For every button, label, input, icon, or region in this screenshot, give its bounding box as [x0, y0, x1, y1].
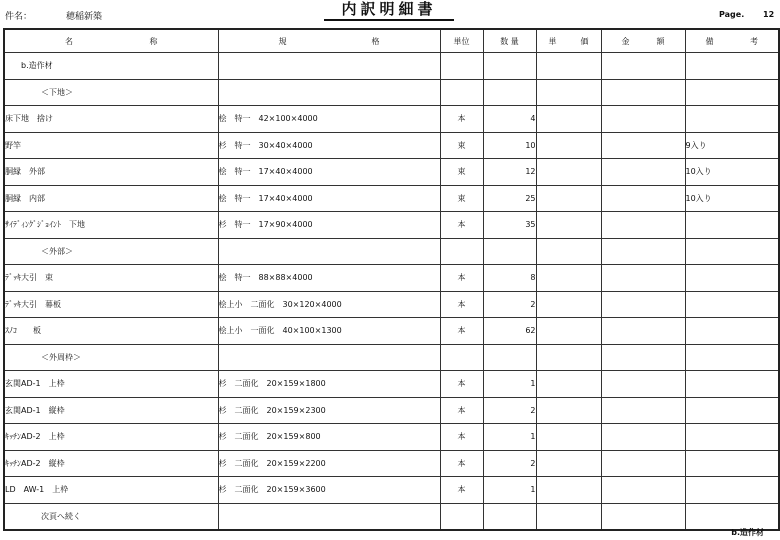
table-row: [4, 212, 779, 239]
cell-unit-price: [536, 159, 601, 186]
cell-remarks: [685, 53, 779, 80]
cell-unit: [440, 344, 483, 371]
cell-qty: 1: [483, 371, 536, 398]
cell-spec: 杉 二面化 20×159×800: [218, 424, 440, 451]
table-row: [4, 291, 779, 318]
col-header-unit: 単位: [440, 29, 483, 53]
cell-unit-price: [536, 503, 601, 530]
cell-remarks: [685, 238, 779, 265]
cell-unit-price: [536, 318, 601, 345]
col-header-unit-price: 単 価: [536, 29, 601, 53]
cell-spec: 杉 二面化 20×159×2300: [218, 397, 440, 424]
table-row: [4, 53, 779, 80]
col-header-spec: 規 格: [218, 29, 440, 53]
cell-unit: 本: [440, 477, 483, 504]
col-header-qty: 数 量: [483, 29, 536, 53]
cell-spec: 杉 二面化 20×159×3600: [218, 477, 440, 504]
cell-unit: 本: [440, 397, 483, 424]
cell-qty: 2: [483, 450, 536, 477]
cell-qty: 1: [483, 477, 536, 504]
cell-qty: [483, 79, 536, 106]
cell-amount: [601, 291, 685, 318]
table-row: [4, 344, 779, 371]
cell-unit-price: [536, 238, 601, 265]
cell-name: ﾃﾞｯｷ大引 束: [4, 265, 218, 292]
cell-spec: 桧 特一 88×88×4000: [218, 265, 440, 292]
cell-unit-price: [536, 106, 601, 133]
cell-remarks: [685, 424, 779, 451]
cell-amount: [601, 477, 685, 504]
cell-unit-price: [536, 477, 601, 504]
cell-amount: [601, 424, 685, 451]
cell-spec: 桧 特一 17×40×4000: [218, 185, 440, 212]
cell-name: 床下地 捨け: [4, 106, 218, 133]
cell-spec: [218, 344, 440, 371]
cell-name: ｷｯﾁﾝAD-2 縦枠: [4, 450, 218, 477]
cell-name: ＜外部＞: [4, 238, 218, 265]
cell-unit-price: [536, 291, 601, 318]
table-row: [4, 503, 779, 530]
cell-unit-price: [536, 450, 601, 477]
cell-unit: 本: [440, 424, 483, 451]
cell-remarks: [685, 397, 779, 424]
cell-spec: 桧上小 一面化 40×100×1300: [218, 318, 440, 345]
cell-amount: [601, 79, 685, 106]
table-row: [4, 477, 779, 504]
cell-qty: [483, 53, 536, 80]
cell-spec: 杉 特一 17×90×4000: [218, 212, 440, 239]
cell-name: 胴縁 外部: [4, 159, 218, 186]
cell-remarks: 9入り: [685, 132, 779, 159]
cell-unit-price: [536, 371, 601, 398]
cell-spec: 桧 特一 42×100×4000: [218, 106, 440, 133]
cell-name: ｷｯﾁﾝAD-2 上枠: [4, 424, 218, 451]
cell-remarks: [685, 318, 779, 345]
cell-amount: [601, 397, 685, 424]
table-row: [4, 424, 779, 451]
cell-name: 玄関AD-1 上枠: [4, 371, 218, 398]
cell-name: 次頁へ続く: [4, 503, 218, 530]
table-row: [4, 132, 779, 159]
cell-remarks: 10入り: [685, 159, 779, 186]
cell-name: ｽﾉｺ 板: [4, 318, 218, 345]
cell-amount: [601, 371, 685, 398]
cell-remarks: [685, 265, 779, 292]
cell-remarks: [685, 291, 779, 318]
col-header-amount: 金 額: [601, 29, 685, 53]
cell-name: ﾃﾞｯｷ大引 幕板: [4, 291, 218, 318]
cell-amount: [601, 132, 685, 159]
cell-amount: [601, 450, 685, 477]
cell-qty: 62: [483, 318, 536, 345]
cell-spec: 杉 特一 30×40×4000: [218, 132, 440, 159]
cell-unit: 本: [440, 371, 483, 398]
page-number: 12: [763, 10, 775, 19]
cell-remarks: [685, 477, 779, 504]
cell-unit-price: [536, 53, 601, 80]
cell-spec: [218, 79, 440, 106]
cell-unit-price: [536, 132, 601, 159]
cell-name: ＜下地＞: [4, 79, 218, 106]
cell-unit: 本: [440, 212, 483, 239]
cell-remarks: [685, 344, 779, 371]
cell-name: 野竿: [4, 132, 218, 159]
cell-unit-price: [536, 344, 601, 371]
cell-amount: [601, 265, 685, 292]
cell-amount: [601, 106, 685, 133]
cell-unit: [440, 238, 483, 265]
cell-spec: 杉 二面化 20×159×1800: [218, 371, 440, 398]
cell-amount: [601, 212, 685, 239]
cell-unit: [440, 53, 483, 80]
cell-qty: 1: [483, 424, 536, 451]
cell-unit: 束: [440, 159, 483, 186]
document-title: 内訳明細書: [324, 0, 454, 21]
project-label: 件名：: [5, 12, 33, 22]
cell-qty: 2: [483, 397, 536, 424]
cell-unit: [440, 79, 483, 106]
table-row: [4, 318, 779, 345]
cell-qty: 25: [483, 185, 536, 212]
cell-unit: 本: [440, 450, 483, 477]
cell-remarks: [685, 371, 779, 398]
table-row: [4, 238, 779, 265]
cell-amount: [601, 318, 685, 345]
document-header: [0, 0, 780, 28]
cell-qty: 8: [483, 265, 536, 292]
table-row: [4, 185, 779, 212]
cell-spec: 桧上小 二面化 30×120×4000: [218, 291, 440, 318]
cell-name: LD AW-1 上枠: [4, 477, 218, 504]
cell-qty: 4: [483, 106, 536, 133]
table-header-row: [4, 29, 779, 53]
cell-qty: 35: [483, 212, 536, 239]
cell-unit-price: [536, 265, 601, 292]
col-header-remarks: 備 考: [685, 29, 779, 53]
cell-remarks: [685, 79, 779, 106]
project-name: 穂稲新築: [66, 12, 103, 22]
table-row: [4, 79, 779, 106]
table-row: [4, 265, 779, 292]
cell-unit: 本: [440, 291, 483, 318]
cell-amount: [601, 344, 685, 371]
cell-remarks: [685, 503, 779, 530]
cell-unit-price: [536, 79, 601, 106]
cell-spec: [218, 53, 440, 80]
cell-remarks: 10入り: [685, 185, 779, 212]
cell-amount: [601, 53, 685, 80]
cell-amount: [601, 159, 685, 186]
cell-name: 玄関AD-1 縦枠: [4, 397, 218, 424]
cell-unit: 束: [440, 132, 483, 159]
cell-qty: 2: [483, 291, 536, 318]
cell-unit-price: [536, 212, 601, 239]
table-row: [4, 450, 779, 477]
table-row: [4, 159, 779, 186]
cell-name: ｻｲﾃﾞｨﾝｸﾞｼﾞｮｲﾝﾄ 下地: [4, 212, 218, 239]
cell-unit: 束: [440, 185, 483, 212]
cell-remarks: [685, 450, 779, 477]
cell-spec: [218, 238, 440, 265]
cell-unit-price: [536, 185, 601, 212]
cell-name: ＜外周枠＞: [4, 344, 218, 371]
breakdown-table: [3, 28, 780, 531]
table-row: [4, 106, 779, 133]
cell-spec: [218, 503, 440, 530]
cell-unit: [440, 503, 483, 530]
cell-qty: [483, 503, 536, 530]
cell-amount: [601, 238, 685, 265]
col-header-name: 名 称: [4, 29, 218, 53]
table-row: [4, 371, 779, 398]
cell-qty: [483, 344, 536, 371]
cell-spec: 桧 特一 17×40×4000: [218, 159, 440, 186]
cell-unit-price: [536, 397, 601, 424]
cell-amount: [601, 185, 685, 212]
cell-amount: [601, 503, 685, 530]
cell-spec: 杉 二面化 20×159×2200: [218, 450, 440, 477]
cell-qty: [483, 238, 536, 265]
cell-unit: 本: [440, 265, 483, 292]
cell-name: 胴縁 内部: [4, 185, 218, 212]
cell-remarks: [685, 212, 779, 239]
cell-unit: 本: [440, 318, 483, 345]
footer-section-label: b.造作材: [731, 528, 764, 537]
cell-unit: 本: [440, 106, 483, 133]
cell-qty: 12: [483, 159, 536, 186]
table-row: [4, 397, 779, 424]
page-label: Page.: [719, 10, 745, 19]
cell-name: b.造作材: [4, 53, 218, 80]
cell-qty: 10: [483, 132, 536, 159]
cell-remarks: [685, 106, 779, 133]
cell-unit-price: [536, 424, 601, 451]
